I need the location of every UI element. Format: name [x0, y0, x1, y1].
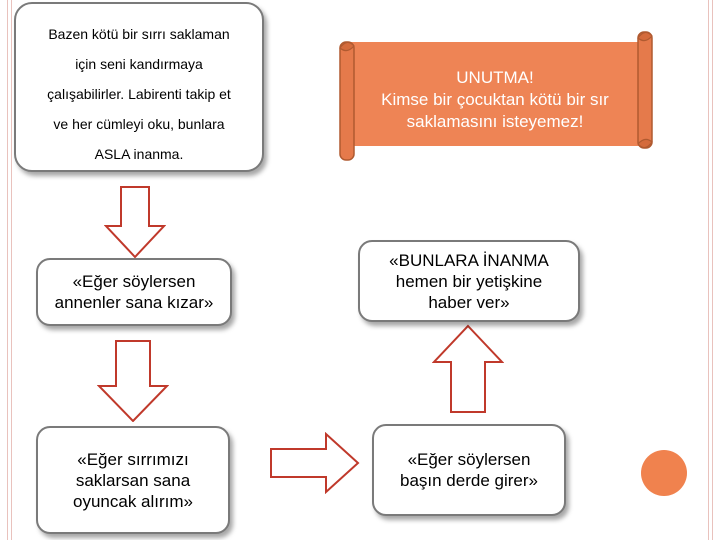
reminder-line-1: UNUTMA!: [456, 68, 534, 87]
accent-circle: [641, 450, 687, 496]
advice-line-2: hemen bir yetişkine: [395, 271, 543, 291]
bribe-line-3: oyuncak alırım»: [73, 491, 193, 511]
advice-line-3: haber ver»: [428, 292, 510, 312]
intro-line-2: için seni kandırmaya: [75, 56, 203, 72]
threat-box-trouble: [372, 424, 566, 516]
reminder-line-3: saklamasını isteyemez!: [406, 112, 584, 131]
frame-line-right-inner: [708, 0, 709, 540]
bribe-line-1: «Eğer sırrımızı: [77, 449, 189, 469]
frame-line-right: [712, 0, 713, 540]
up-arrow-icon: [432, 324, 504, 414]
intro-line-3: çalışabilirler. Labirenti takip et: [47, 86, 231, 102]
reminder-text: [360, 52, 630, 148]
frame-line-left-inner: [11, 0, 12, 540]
trouble-line-2: başın derde girer»: [400, 471, 538, 490]
down-arrow-icon: [104, 186, 166, 258]
reminder-line-2: Kimse bir çocuktan kötü bir sır: [381, 90, 609, 109]
threat-anger-line-2: annenler sana kızar»: [54, 293, 214, 312]
intro-box: [14, 2, 264, 172]
intro-line-5: ASLA inanma.: [94, 146, 184, 162]
trouble-line-1: «Eğer söylersen: [407, 450, 531, 469]
frame-line-left: [7, 0, 8, 540]
advice-box-tell-adult: [358, 240, 580, 322]
threat-box-anger: [36, 258, 232, 326]
advice-line-1: «BUNLARA İNANMA: [389, 250, 549, 270]
right-arrow-icon: [270, 432, 360, 494]
threat-anger-line-1: «Eğer söylersen: [72, 272, 196, 291]
bribe-line-2: saklarsan sana: [75, 470, 191, 490]
intro-line-1: Bazen kötü bir sırrı saklaman: [48, 26, 230, 42]
intro-line-4: ve her cümleyi oku, bunlara: [53, 116, 225, 132]
bribe-box-toy: [36, 426, 230, 534]
down-arrow-icon: [97, 340, 169, 422]
